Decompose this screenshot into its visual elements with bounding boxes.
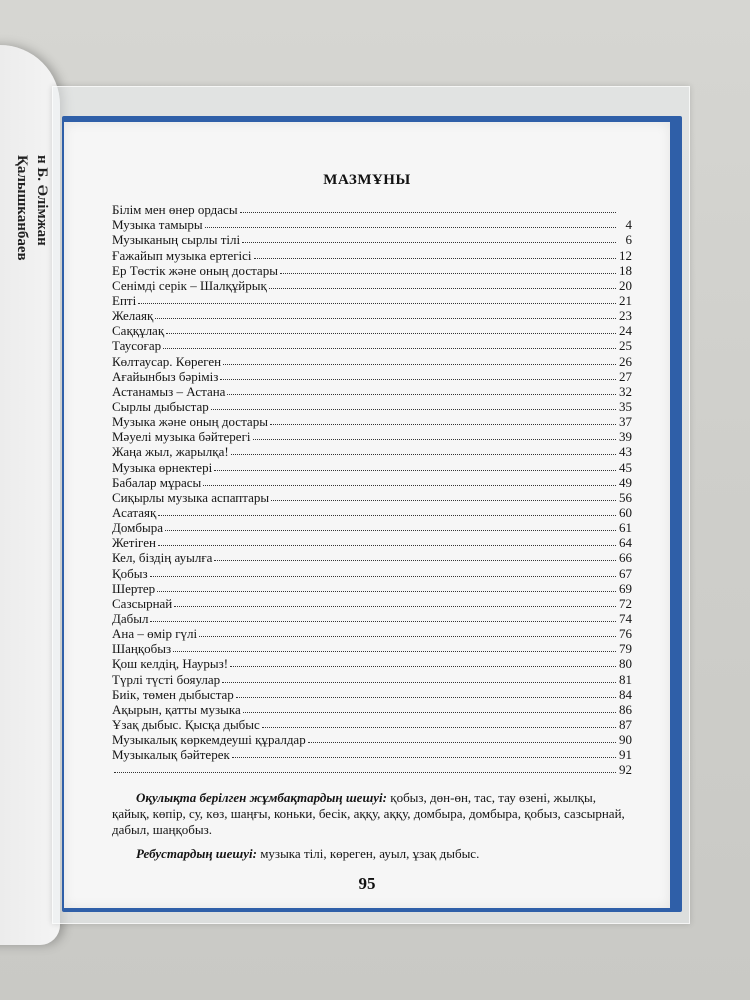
toc-page: 18 xyxy=(619,262,632,278)
toc-leader xyxy=(227,394,616,395)
toc-title: Таусоғар xyxy=(112,338,162,354)
toc-title: Мәуелі музыка бәйтерегі xyxy=(112,429,251,445)
toc-title: Қош келдің, Наурыз! xyxy=(112,656,229,672)
toc-title: Көлтаусар. Көреген xyxy=(112,353,222,369)
toc-page: 80 xyxy=(619,656,632,672)
toc-page: 61 xyxy=(619,520,632,536)
toc-row xyxy=(112,671,632,686)
toc-leader xyxy=(222,682,616,683)
toc-row xyxy=(112,232,632,247)
toc-leader xyxy=(214,470,616,471)
toc-title: Музыкалық бәйтерек xyxy=(112,747,230,763)
toc-leader xyxy=(242,242,616,243)
toc-page: 45 xyxy=(619,459,632,475)
toc-leader xyxy=(114,772,616,773)
toc-leader xyxy=(240,212,616,213)
page-number: 95 xyxy=(358,874,376,893)
toc-row xyxy=(112,732,632,747)
toc-page: 39 xyxy=(619,429,632,445)
toc-title: Музыка тамыры xyxy=(112,217,203,233)
toc-row xyxy=(112,369,632,384)
toc-page: 84 xyxy=(619,686,632,702)
toc-row xyxy=(112,429,632,444)
toc-leader xyxy=(158,545,616,546)
toc-row xyxy=(112,505,632,520)
table-of-contents xyxy=(112,202,632,777)
toc-title: Музыканың сырлы тілі xyxy=(112,232,241,248)
riddles-text: қобыз, дөн-өн, тас, тау өзені, жылқы, қайық, көпір, су, көз, шаңғы, коньки, бесік, аққу, аққу, домбыра, домбыра, қобыз, сазсырнай, дабыл, шаңқобыз. xyxy=(112,790,625,837)
toc-title: Ғажайып музыка ертегісі xyxy=(112,247,252,263)
toc-row xyxy=(112,399,632,414)
toc-page: 64 xyxy=(619,535,632,551)
left-page xyxy=(0,45,60,945)
toc-title: Ұзақ дыбыс. Қысқа дыбыс xyxy=(112,716,260,732)
toc-leader xyxy=(150,576,616,577)
toc-leader xyxy=(220,379,616,380)
toc-row xyxy=(112,475,632,490)
toc-row xyxy=(112,656,632,671)
toc-row xyxy=(112,217,632,232)
toc-row xyxy=(112,293,632,308)
toc-page: 23 xyxy=(619,308,632,324)
toc-leader xyxy=(271,500,616,501)
toc-page: 92 xyxy=(619,762,632,778)
toc-leader xyxy=(254,258,616,259)
page-title: МАЗМҰНЫ xyxy=(323,172,411,188)
toc-leader xyxy=(205,227,616,228)
toc-page: 12 xyxy=(619,247,632,263)
toc-title: Ер Төстік және оның достары xyxy=(112,262,278,278)
toc-leader xyxy=(231,454,616,455)
toc-row xyxy=(112,353,632,368)
toc-page: 26 xyxy=(619,353,632,369)
toc-page: 49 xyxy=(619,474,632,490)
toc-page: 79 xyxy=(619,641,632,657)
toc-page: 43 xyxy=(619,444,632,460)
toc-page: 32 xyxy=(619,383,632,399)
toc-title: Жаңа жыл, жарылқа! xyxy=(112,444,229,460)
toc-page: 91 xyxy=(619,747,632,763)
toc-title: Кел, біздің ауылға xyxy=(112,550,213,566)
toc-leader xyxy=(199,636,616,637)
toc-row xyxy=(112,278,632,293)
toc-title: Бабалар мұрасы xyxy=(112,474,202,490)
toc-title: Музыка өрнектері xyxy=(112,459,213,475)
toc-leader xyxy=(165,530,616,531)
toc-title: Домбыра xyxy=(112,520,163,536)
toc-page: 20 xyxy=(619,277,632,293)
toc-leader xyxy=(236,697,616,698)
toc-leader xyxy=(155,318,616,319)
toc-leader xyxy=(214,560,616,561)
toc-row xyxy=(112,323,632,338)
toc-row xyxy=(112,520,632,535)
toc-title: Астанамыз – Астана xyxy=(112,383,226,399)
book-page xyxy=(64,122,670,908)
toc-page: 6 xyxy=(625,232,632,248)
toc-title: Жетіген xyxy=(112,535,156,551)
toc-row xyxy=(112,641,632,656)
toc-page: 86 xyxy=(619,701,632,717)
toc-leader xyxy=(203,485,616,486)
toc-leader xyxy=(232,757,616,758)
toc-leader xyxy=(270,424,616,425)
toc-row xyxy=(112,338,632,353)
toc-row xyxy=(112,550,632,565)
toc-leader xyxy=(253,439,616,440)
toc-page: 76 xyxy=(619,626,632,642)
toc-leader xyxy=(138,303,616,304)
toc-row xyxy=(112,762,632,777)
toc-leader xyxy=(243,712,616,713)
toc-row xyxy=(112,702,632,717)
left-page-line: н Б. Әлімжан xyxy=(34,155,50,246)
riddles-answers xyxy=(112,790,636,838)
toc-title: Дабыл xyxy=(112,610,149,626)
toc-page: 4 xyxy=(625,217,632,233)
rebus-text: музыка тілі, көреген, ауыл, ұзақ дыбыс. xyxy=(256,846,480,861)
toc-page: 56 xyxy=(619,489,632,505)
toc-title: Сазсырнай xyxy=(112,595,173,611)
toc-title: Сенімді серік – Шалқұйрық xyxy=(112,277,267,293)
rebus-label: Ребустардың шешуі: xyxy=(136,846,257,861)
toc-row xyxy=(112,747,632,762)
toc-row xyxy=(112,247,632,262)
toc-row xyxy=(112,535,632,550)
toc-row xyxy=(112,459,632,474)
toc-page: 81 xyxy=(619,671,632,687)
toc-title: Сырлы дыбыстар xyxy=(112,398,209,414)
toc-leader xyxy=(173,651,616,652)
toc-leader xyxy=(269,288,616,289)
toc-title: Асатаяқ xyxy=(112,504,157,520)
toc-row xyxy=(112,611,632,626)
toc-title: Сиқырлы музыка аспаптары xyxy=(112,489,270,505)
toc-page: 21 xyxy=(619,292,632,308)
toc-page: 27 xyxy=(619,368,632,384)
toc-leader xyxy=(211,409,616,410)
left-page-line: Қалышканбаев xyxy=(14,155,30,261)
toc-page: 74 xyxy=(619,610,632,626)
toc-title: Музыкалық көркемдеуші құралдар xyxy=(112,732,306,748)
toc-page: 37 xyxy=(619,414,632,430)
toc-page: 35 xyxy=(619,398,632,414)
toc-leader xyxy=(280,273,616,274)
toc-row xyxy=(112,202,632,217)
toc-row xyxy=(112,581,632,596)
toc-row xyxy=(112,490,632,505)
toc-page: 60 xyxy=(619,504,632,520)
toc-title: Қобыз xyxy=(112,565,148,581)
toc-row xyxy=(112,717,632,732)
toc-page: 67 xyxy=(619,565,632,581)
toc-title: Шертер xyxy=(112,580,156,596)
toc-row xyxy=(112,308,632,323)
toc-leader xyxy=(230,666,616,667)
toc-page: 69 xyxy=(619,580,632,596)
toc-title: Музыка және оның достары xyxy=(112,414,268,430)
rebus-answers xyxy=(112,846,636,862)
toc-page: 25 xyxy=(619,338,632,354)
riddles-label: Оқулықта берілген жұмбақтардың шешуі: xyxy=(136,790,387,805)
toc-title: Желаяқ xyxy=(112,308,154,324)
toc-leader xyxy=(157,591,616,592)
toc-row xyxy=(112,687,632,702)
toc-leader xyxy=(174,606,616,607)
toc-row xyxy=(112,414,632,429)
toc-page: 72 xyxy=(619,595,632,611)
toc-title: Шаңқобыз xyxy=(112,641,172,657)
toc-title: Саққұлақ xyxy=(112,323,165,339)
toc-page: 90 xyxy=(619,732,632,748)
toc-page: 66 xyxy=(619,550,632,566)
toc-leader xyxy=(163,348,616,349)
toc-row xyxy=(112,565,632,580)
toc-page: 87 xyxy=(619,716,632,732)
toc-row xyxy=(112,626,632,641)
toc-row xyxy=(112,596,632,611)
toc-page: 24 xyxy=(619,323,632,339)
toc-title: Түрлі түсті бояулар xyxy=(112,671,221,687)
toc-title: Ағайынбыз бәріміз xyxy=(112,368,219,384)
toc-title: Білім мен өнер ордасы xyxy=(112,202,238,218)
toc-title: Ана – өмір гүлі xyxy=(112,626,198,642)
toc-leader xyxy=(166,333,616,334)
toc-title: Ақырын, қатты музыка xyxy=(112,701,241,717)
toc-title: Биік, төмен дыбыстар xyxy=(112,686,234,702)
toc-row xyxy=(112,263,632,278)
toc-leader xyxy=(150,621,616,622)
toc-row xyxy=(112,444,632,459)
left-page-text xyxy=(12,155,52,455)
toc-row xyxy=(112,384,632,399)
toc-leader xyxy=(158,515,616,516)
toc-title: Епті xyxy=(112,292,137,308)
toc-leader xyxy=(308,742,616,743)
toc-leader xyxy=(262,727,616,728)
toc-leader xyxy=(223,364,616,365)
